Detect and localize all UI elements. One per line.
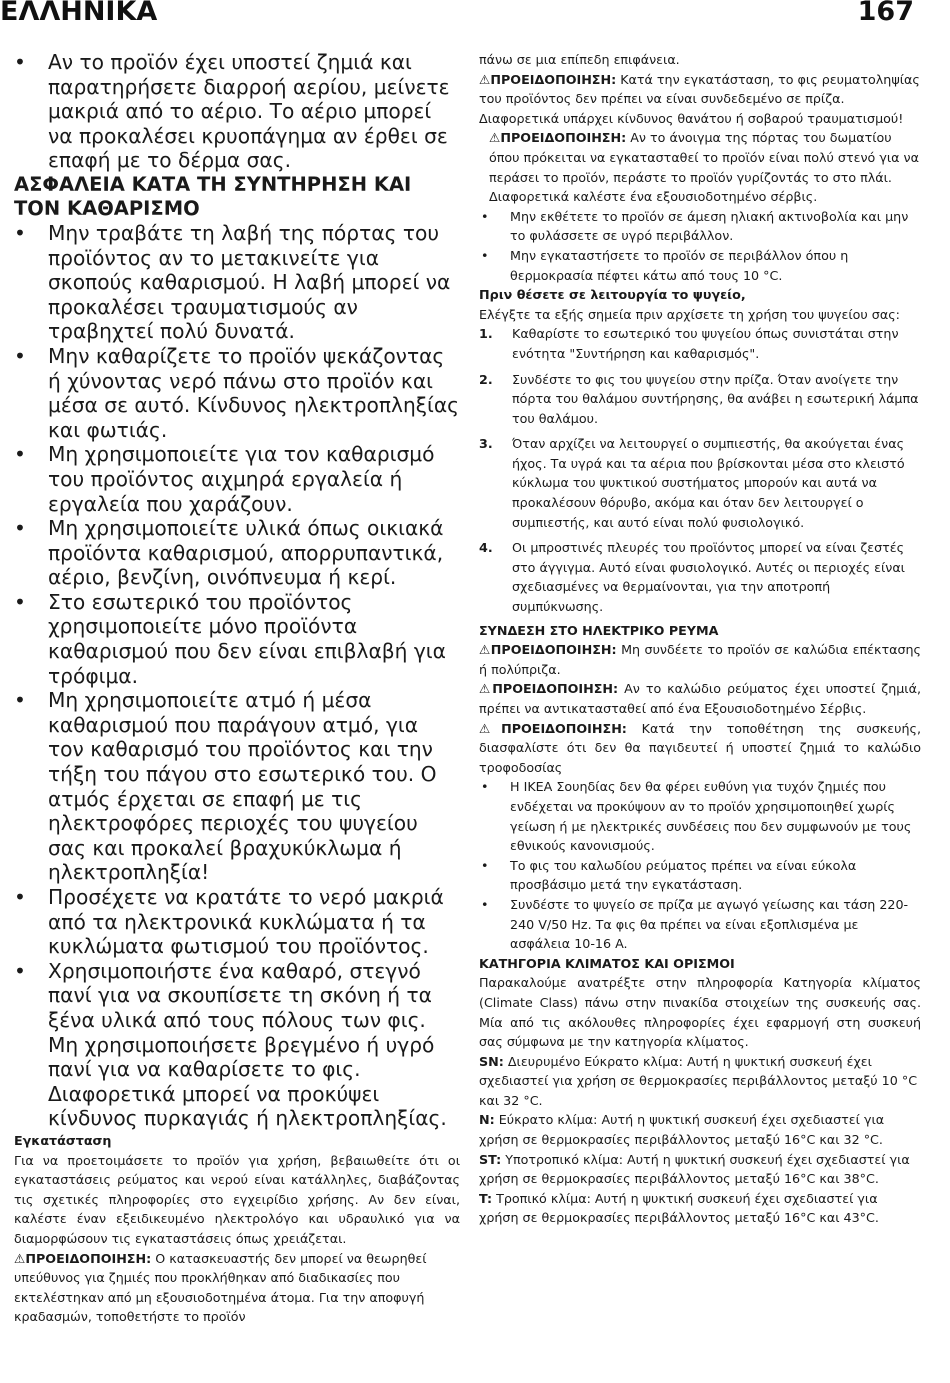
warning-label: ⚠ΠΡΟΕΙΔΟΠΟΙΗΣΗ: bbox=[479, 720, 627, 736]
section-heading-power: ΣΥΝΔΕΣΗ ΣΤΟ ΗΛΕΚΤΡΙΚΟ ΡΕΥΜΑ bbox=[479, 622, 719, 638]
bullet-text: Συνδέστε το ψυγείο σε πρίζα με αγωγό γείωσης και τάση 220-240 V/50 Hz. Τα φις θα πρέπει να είναι εξοπλισμένα με ασφάλεια 10-16 A. bbox=[510, 896, 909, 952]
bullet-icon: • bbox=[14, 516, 26, 541]
climate-intro: Παρακαλούμε ανατρέξτε στην πληροφορία Κατηγορία κλίματος (Climate Class) πάνω στην πινακίδα στοιχείων της συσκευής σας. Μία από τις ακόλουθες πληροφορίες έχει εφαρμογή στη συσκευή σας σύμφωνα με την κατηγορία κλίματος. bbox=[479, 975, 921, 1050]
numbered-step bbox=[479, 434, 921, 532]
page-header bbox=[0, 0, 950, 30]
bullet-text: Το φις του καλωδίου ρεύματος πρέπει να είναι εύκολα προσβάσιμο μετά την εγκατάσταση. bbox=[510, 857, 857, 893]
bullet-text: Στο εσωτερικό του προϊόντος χρησιμοποιείτε μόνο προϊόντα καθαρισμού που δεν είναι επιβλαβή για τρόφιμα. bbox=[48, 589, 446, 688]
language-label: ΕΛΛΗΝΙΚΑ bbox=[0, 0, 158, 27]
bullet-icon: • bbox=[14, 220, 26, 245]
climate-code: T: bbox=[479, 1190, 493, 1206]
bullet-icon: • bbox=[14, 50, 26, 74]
bullet-text: Μην τραβάτε τη λαβή της πόρτας του προϊόντος αν το μετακινείτε για σκοπούς καθαρισμού. Η λαβή μπορεί να προκαλέσει τραυματισμούς αν τραβηχτεί πολύ δυνατά. bbox=[48, 220, 451, 344]
climate-text: Υποτροπικό κλίμα: Αυτή η ψυκτική συσκευή έχει σχεδιαστεί για χρήση σε θερμοκρασίες περιβάλλοντος μεταξύ 16°C και 38°C. bbox=[479, 1151, 910, 1187]
warning-paragraph bbox=[479, 70, 921, 129]
bullet-item bbox=[479, 207, 921, 246]
warning-label: ⚠ΠΡΟΕΙΔΟΠΟΙΗΣΗ: bbox=[489, 130, 627, 146]
warning-text: Αν το καλώδιο ρεύματος έχει υποστεί ζημιά, πρέπει να αντικατασταθεί από ένα Εξουσιοδοτημένο Σέρβις. bbox=[479, 681, 921, 716]
warning-text: Μη συνδέετε το προϊόν σε καλώδια επέκτασης ή πολύπριζα. bbox=[479, 642, 921, 677]
right-column bbox=[479, 50, 921, 1228]
bullet-item bbox=[479, 856, 921, 895]
climate-code: SN: bbox=[479, 1053, 504, 1069]
numbered-step bbox=[479, 324, 921, 363]
bullet-item bbox=[14, 50, 460, 173]
bullet-icon: • bbox=[14, 343, 26, 368]
warning-label: ⚠ΠΡΟΕΙΔΟΠΟΙΗΣΗ: bbox=[14, 1250, 152, 1266]
bullet-text: Προσέχετε να κρατάτε το νερό μακριά από τα ηλεκτρονικά κυκλώματα ή τα κυκλώματα φωτισμού του προϊόντος. bbox=[48, 885, 444, 959]
bullet-item bbox=[14, 959, 460, 1131]
warning-paragraph bbox=[479, 640, 921, 679]
installation-warning bbox=[14, 1249, 460, 1327]
warning-text: Ο κατασκευαστής δεν μπορεί να θεωρηθεί υπεύθυνος για ζημιές που προκλήθηκαν από διαδικασίες που εκτελέστηκαν από μη εξουσιοδοτημένα άτομα. Για την αποφυγή κραδασμών, τοποθετήστε το προϊόν bbox=[14, 1250, 427, 1325]
step-number: 4. bbox=[479, 540, 493, 556]
bullet-text: Μην εκθέτετε το προϊόν σε άμεση ηλιακή ακτινοβολία και μην το φυλάσσετε σε υγρό περιβάλλον. bbox=[510, 208, 909, 244]
step-text: Καθαρίστε το εσωτερικό του ψυγείου όπως συνιστάται στην ενότητα "Συντήρηση και καθαρισμός". bbox=[512, 326, 899, 361]
warning-label: ⚠ΠΡΟΕΙΔΟΠΟΙΗΣΗ: bbox=[479, 681, 619, 697]
bullet-item bbox=[479, 246, 921, 285]
numbered-step bbox=[479, 370, 921, 429]
step-number: 3. bbox=[479, 436, 493, 452]
warning-text: Κατά την εγκατάσταση, το φις ρευματοληψίας του προϊόντος δεν πρέπει να είναι συνδεδεμένο σε πρίζα. Διαφορετικά υπάρχει κίνδυνος θανάτου ή σοβαρού τραυματισμού! bbox=[479, 71, 920, 126]
before-use-intro: Ελέγξτε τα εξής σημεία πριν αρχίσετε τη χρήση του ψυγείου σας: bbox=[479, 306, 900, 322]
climate-text: Εύκρατο κλίμα: Αυτή η ψυκτική συσκευή έχει σχεδιαστεί για χρήση σε θερμοκρασίες περιβάλλοντος μεταξύ 16°C και 32 °C. bbox=[479, 1112, 885, 1148]
bullet-icon: • bbox=[481, 779, 489, 795]
bullet-icon: • bbox=[481, 247, 489, 263]
warning-label: ⚠ΠΡΟΕΙΔΟΠΟΙΗΣΗ: bbox=[479, 71, 617, 87]
section-heading-maintenance: ΑΣΦΑΛΕΙΑ ΚΑΤΑ ΤΗ ΣΥΝΤΗΡΗΣΗ ΚΑΙ ΤΟΝ ΚΑΘΑΡΙΣΜΟ bbox=[14, 172, 412, 220]
bullet-text: Η IKEA Σουηδίας δεν θα φέρει ευθύνη για τυχόν ζημιές που ενδέχεται να προκύψουν αν το προϊόν χρησιμοποιηθεί χωρίς γείωση ή με ηλεκτρικές συνδέσεις που δεν συμφωνούν με τους εθνικούς κανονισμούς. bbox=[510, 779, 912, 854]
climate-code: ST: bbox=[479, 1151, 502, 1167]
page-number: 167 bbox=[857, 0, 914, 27]
bullet-text: Μη χρησιμοποιείτε ατμό ή μέσα καθαρισμού που παράγουν ατμό, για τον καθαρισμό του προϊόντος και την τήξη του πάγου στο εσωτερικό του. Ο ατμός έρχεται σε επαφή με τις ηλεκτροφόρες περιοχές του ψυγείου σας και προκαλεί βραχυκύκλωμα ή ηλεκτροπληξία! bbox=[48, 688, 437, 885]
warning-text: Αν το άνοιγμα της πόρτας του δωματίου όπου πρόκειται να εγκατασταθεί το προϊόν είναι πολύ στενό για να περάσει το προϊόν, περάστε το προϊόν γυρίζοντάς το στο πλάι. Διαφορετικά καλέστε ένα εξουσιοδοτημένο σέρβις. bbox=[489, 130, 919, 205]
numbered-step bbox=[479, 538, 921, 616]
installation-paragraph: Για να προετοιμάσετε το προϊόν για χρήση, βεβαιωθείτε ότι οι εγκαταστάσεις ρεύματος και νερού είναι κατάλληλες, διαβάζοντας τις σχετικές πληροφορίες στο εγχειρίδιο χρήσης. Αν δεν είναι, καλέστε έναν εξειδικευμένο ηλεκτρολόγο και υδραυλικό για να διαμορφώσουν τις εγκαταστάσεις όπως χρειάζεται. bbox=[14, 1152, 460, 1246]
bullet-icon: • bbox=[14, 442, 26, 467]
bullet-item bbox=[14, 442, 460, 516]
step-number: 1. bbox=[479, 326, 493, 342]
bullet-text: Χρησιμοποιήστε ένα καθαρό, στεγνό πανί για να σκουπίσετε τη σκόνη ή τα ξένα υλικά από τους πόλους των φις. Μη χρησιμοποιήσετε βρεγμένο ή υγρό πανί για να καθαρίσετε το φις. Διαφορετικά μπορεί να προκύψει κίνδυνος πυρκαγιάς ή ηλεκτροπληξίας. bbox=[48, 958, 447, 1131]
left-column bbox=[14, 50, 460, 1327]
bullet-text: Μην καθαρίζετε το προϊόν ψεκάζοντας ή χύνοντας νερό πάνω στο προϊόν και μέσα σε αυτό. Κίνδυνος ηλεκτροπληξίας και φωτιάς. bbox=[48, 343, 460, 442]
warning-paragraph bbox=[479, 128, 921, 206]
bullet-item bbox=[14, 688, 460, 885]
climate-text: Τροπικό κλίμα: Αυτή η ψυκτική συσκευή έχει σχεδιαστεί για χρήση σε θερμοκρασίες περιβάλλοντος μεταξύ 16°C και 43°C. bbox=[479, 1190, 879, 1226]
bullet-item bbox=[14, 885, 460, 959]
bullet-icon: • bbox=[481, 896, 489, 912]
bullet-item bbox=[479, 777, 921, 855]
bullet-item bbox=[14, 590, 460, 688]
climate-class-item bbox=[479, 1150, 921, 1189]
warning-paragraph bbox=[479, 679, 921, 718]
warning-label: ⚠ΠΡΟΕΙΔΟΠΟΙΗΣΗ: bbox=[479, 642, 617, 658]
climate-class-item bbox=[479, 1110, 921, 1149]
step-text: Συνδέστε το φις του ψυγείου στην πρίζα. Όταν ανοίγετε την πόρτα του θαλάμου συντήρησης, θα ανάβει η εσωτερική λάμπα του θαλάμου. bbox=[512, 371, 919, 426]
step-number: 2. bbox=[479, 371, 493, 387]
step-text: Οι μπροστινές πλευρές του προϊόντος μπορεί να είναι ζεστές στο άγγιγμα. Αυτό είναι φυσιολογικό. Αυτές οι περιοχές είναι σχεδιασμένες να θερμαίνονται, για την αποτροπή συμπύκνωσης. bbox=[512, 540, 905, 615]
step-text: Όταν αρχίζει να λειτουργεί ο συμπιεστής, θα ακούγεται ένας ήχος. Τα υγρά και τα αέρια που βρίσκονται μέσα στο κλειστό κύκλωμα του ψυκτικού συστήματος μπορούν και αυτά να προκαλέσουν θόρυβο, ακόμα και όταν δεν λειτουργεί ο συμπιεστής, και αυτό είναι πολύ φυσιολογικό. bbox=[512, 436, 905, 530]
bullet-text: Μη χρησιμοποιείτε υλικά όπως οικιακά προϊόντα καθαρισμού, απορρυπαντικά, αέριο, βενζίνη, οινόπνευμα ή κερί. bbox=[48, 516, 444, 590]
bullet-item bbox=[14, 221, 460, 344]
continuation-text: πάνω σε μια επίπεδη επιφάνεια. bbox=[479, 52, 680, 67]
section-heading-climate: ΚΑΤΗΓΟΡΙΑ ΚΛΙΜΑΤΟΣ ΚΑΙ ΟΡΙΣΜΟΙ bbox=[479, 955, 735, 971]
climate-text: Διευρυμένο Εύκρατο κλίμα: Αυτή η ψυκτική συσκευή έχει σχεδιαστεί για χρήση σε θερμοκρασίες περιβάλλοντος μεταξύ 10 °C και 32 °C. bbox=[479, 1053, 918, 1108]
bullet-text: Μην εγκαταστήσετε το προϊόν σε περιβάλλον όπου η θερμοκρασία πέφτει κάτω από τους 10 °C. bbox=[510, 247, 849, 283]
bullet-icon: • bbox=[481, 208, 489, 224]
bullet-icon: • bbox=[14, 688, 26, 713]
bullet-text: Αν το προϊόν έχει υποστεί ζημιά και παρατηρήσετε διαρροή αερίου, μείνετε μακριά από το αέριο. Το αέριο μπορεί να προκαλέσει κρυοπάγημα αν έρθει σε επαφή με το δέρμα σας. bbox=[48, 50, 450, 173]
bullet-icon: • bbox=[14, 958, 26, 983]
climate-code: N: bbox=[479, 1112, 495, 1128]
bullet-icon: • bbox=[481, 857, 489, 873]
warning-paragraph bbox=[479, 719, 921, 778]
bullet-item bbox=[14, 516, 460, 590]
climate-class-item bbox=[479, 1189, 921, 1228]
bullet-item bbox=[479, 895, 921, 954]
bullet-text: Μη χρησιμοποιείτε για τον καθαρισμό του προϊόντος αιχμηρά εργαλεία ή εργαλεία που χαράζουν. bbox=[48, 442, 435, 516]
section-heading-installation: Εγκατάσταση bbox=[14, 1132, 112, 1148]
climate-class-item bbox=[479, 1052, 921, 1111]
bullet-icon: • bbox=[14, 589, 26, 614]
section-heading-before-use: Πριν θέσετε σε λειτουργία το ψυγείο, bbox=[479, 287, 746, 303]
bullet-item bbox=[14, 344, 460, 442]
bullet-icon: • bbox=[14, 885, 26, 909]
warning-text: Κατά την τοποθέτηση της συσκευής, διασφαλίστε ότι δεν θα παγιδευτεί ή υποστεί ζημιά το καλώδιο τροφοδοσίας bbox=[479, 720, 921, 775]
